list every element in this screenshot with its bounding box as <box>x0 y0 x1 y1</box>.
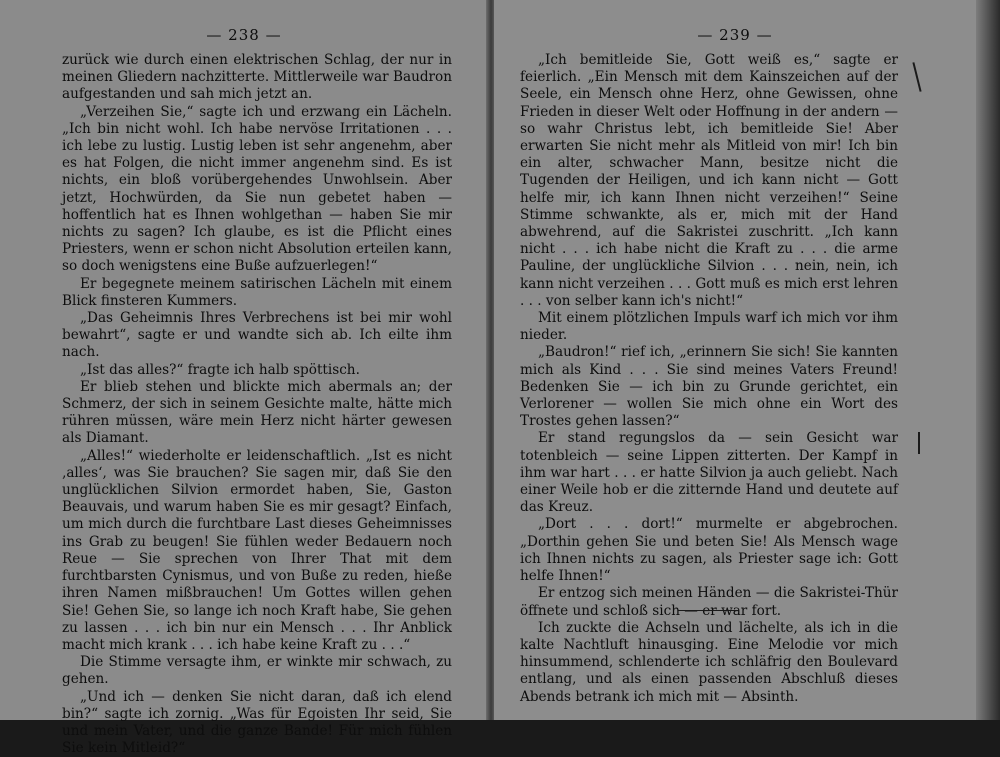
paragraph: „Das Geheimnis Ihres Verbrechens ist bei mir wohl bewahrt“, sagte er und wandte sich ab. Ich eilte ihm nach. <box>62 310 452 361</box>
book-edge <box>976 0 1000 720</box>
paragraph: „Ist das alles?“ fragte ich halb spöttisch. <box>80 361 360 378</box>
section-end-rule <box>678 610 738 611</box>
margin-mark <box>912 62 921 92</box>
paragraph: Er entzog sich meinen Händen — die Sakristei-Thür öffnete und schloß sich — er war fort. <box>520 585 898 619</box>
paragraph: Er begegnete meinem satirischen Lächeln mit einem Blick finsteren Kummers. <box>62 275 452 309</box>
left-page <box>0 0 488 757</box>
paragraph: „Dort . . . dort!“ murmelte er abgebrochen. „Dorthin gehen Sie und beten Sie! Als Mensch wage ich Ihnen nichts zu sagen, als Priester sage ich: Gott helfe Ihnen!“ <box>520 516 898 585</box>
paragraph: „Baudron!“ rief ich, „erinnern Sie sich! Sie kannten mich als Kind . . . Sie sind meines Vaters Freund! Bedenken Sie — ich bin zu Grunde gerichtet, ein Verlorener — wollen Sie mich ohne ein Wort des Trostes gehen lassen?“ <box>520 344 898 430</box>
paragraph: Ich zuckte die Achseln und lächelte, als ich in die kalte Nachtluft hinausging. Eine Melodie vor mich hinsummend, schlenderte ich schläfrig den Boulevard entlang, und als einen passenden Abschluß dieses Abends betrank ich mich mit — Absinth. <box>520 619 898 705</box>
paragraph: „Verzeihen Sie,“ sagte ich und erzwang ein Lächeln. „Ich bin nicht wohl. Ich habe nervöse Irritationen . . . ich lebe zu lustig. Lustig leben ist sehr angenehm, aber es hat Folgen, die nicht immer angenehm sind. Es ist nichts, ein bloß vorübergehendes Unwohlsein. Aber jetzt, Hochwürden, da Sie nun gebetet haben — hoffentlich hat es Ihnen wohlgethan — haben Sie mir nichts zu sagen? Ich glaube, es ist die Pflicht eines Priesters, wenn er schon nicht Absolution erteilen kann, so doch wenigstens eine Buße aufzuerlegen!“ <box>62 103 452 275</box>
paragraph: „Ich bemitleide Sie, Gott weiß es,“ sagte er feierlich. „Ein Mensch mit dem Kainszeichen auf der Seele, ein Mensch ohne Herz, ohne Gewissen, ohne Frieden in dieser Welt oder Hoffnung in der andern — so wahr Christus lebt, ich bemitleide Sie! Aber erwarten Sie nicht mehr als Mitleid von mir! Ich bin ein alter, schwacher Mann, besitze nicht die Tugenden der Heiligen, und ich kann nicht — Gott helfe mir, ich kann Ihnen nicht verzeihen!“ Seine Stimme schwankte, als er, mich mit der Hand abwehrend, auf die Sakristei zuschritt. „Ich kann nicht . . . ich habe nicht die Kraft zu . . . die arme Pauline, der unglückliche Silvion . . . nein, nein, ich kann nicht verzeihen . . . Gott muß es mich erst lehren . . . von selber kann ich's nicht!“ <box>520 52 898 309</box>
page-number-right: — 239 — <box>697 26 773 44</box>
left-page-text <box>62 52 452 757</box>
paragraph: Mit einem plötzlichen Impuls warf ich mich vor ihm nieder. <box>520 310 898 344</box>
right-page-text <box>520 52 898 706</box>
paragraph: „Und ich — denken Sie nicht daran, daß ich elend bin?“ sagte ich zornig. „Was für Egoisten Ihr seid, Sie und mein Vater, und die ganze Bande! Für mich fühlen Sie kein Mitleid?“ <box>62 688 452 757</box>
paragraph: Er stand regungslos da — sein Gesicht war totenbleich — seine Lippen zitterten. Der Kampf in ihm war hart . . . er hatte Silvion ja auch geliebt. Nach einer Weile hob er die zitternde Hand und deutete auf das Kreuz. <box>520 430 898 516</box>
paragraph: zurück wie durch einen elektrischen Schlag, der nur in meinen Gliedern nachzitterte. Mittlerweile war Baudron aufgestanden und sah mich jetzt an. <box>62 52 452 103</box>
right-page <box>494 0 976 720</box>
margin-mark <box>918 432 920 454</box>
paragraph: „Alles!“ wiederholte er leidenschaftlich. „Ist es nicht ‚alles‘, was Sie brauchen? Sie sagen mir, daß Sie den unglücklichen Silvion ermordet haben, Sie, Gaston Beauvais, und warum haben Sie es mir gesagt? Einfach, um mich durch die furchtbare Last dieses Geheimnisses ins Grab zu beugen! Sie fühlen weder Bedauern noch Reue — Sie sprechen von Ihrer That mit dem furchtbarsten Cynismus, und von Buße zu reden, hieße ihren Namen mißbrauchen! Um Gottes willen gehen Sie! Gehen Sie, so lange ich noch Kraft habe, Sie gehen zu lassen . . . ich bin nur ein Mensch . . . Ihr Anblick macht mich krank . . . ich habe keine Kraft zu . . .“ <box>62 447 452 653</box>
paragraph: Er blieb stehen und blickte mich abermals an; der Schmerz, der sich in seinem Gesichte malte, hätte mich rühren müssen, wäre mein Herz nicht härter gewesen als Diamant. <box>62 378 452 447</box>
page-number-left: — 238 — <box>206 26 282 44</box>
paragraph: Die Stimme versagte ihm, er winkte mir schwach, zu gehen. <box>62 654 452 688</box>
